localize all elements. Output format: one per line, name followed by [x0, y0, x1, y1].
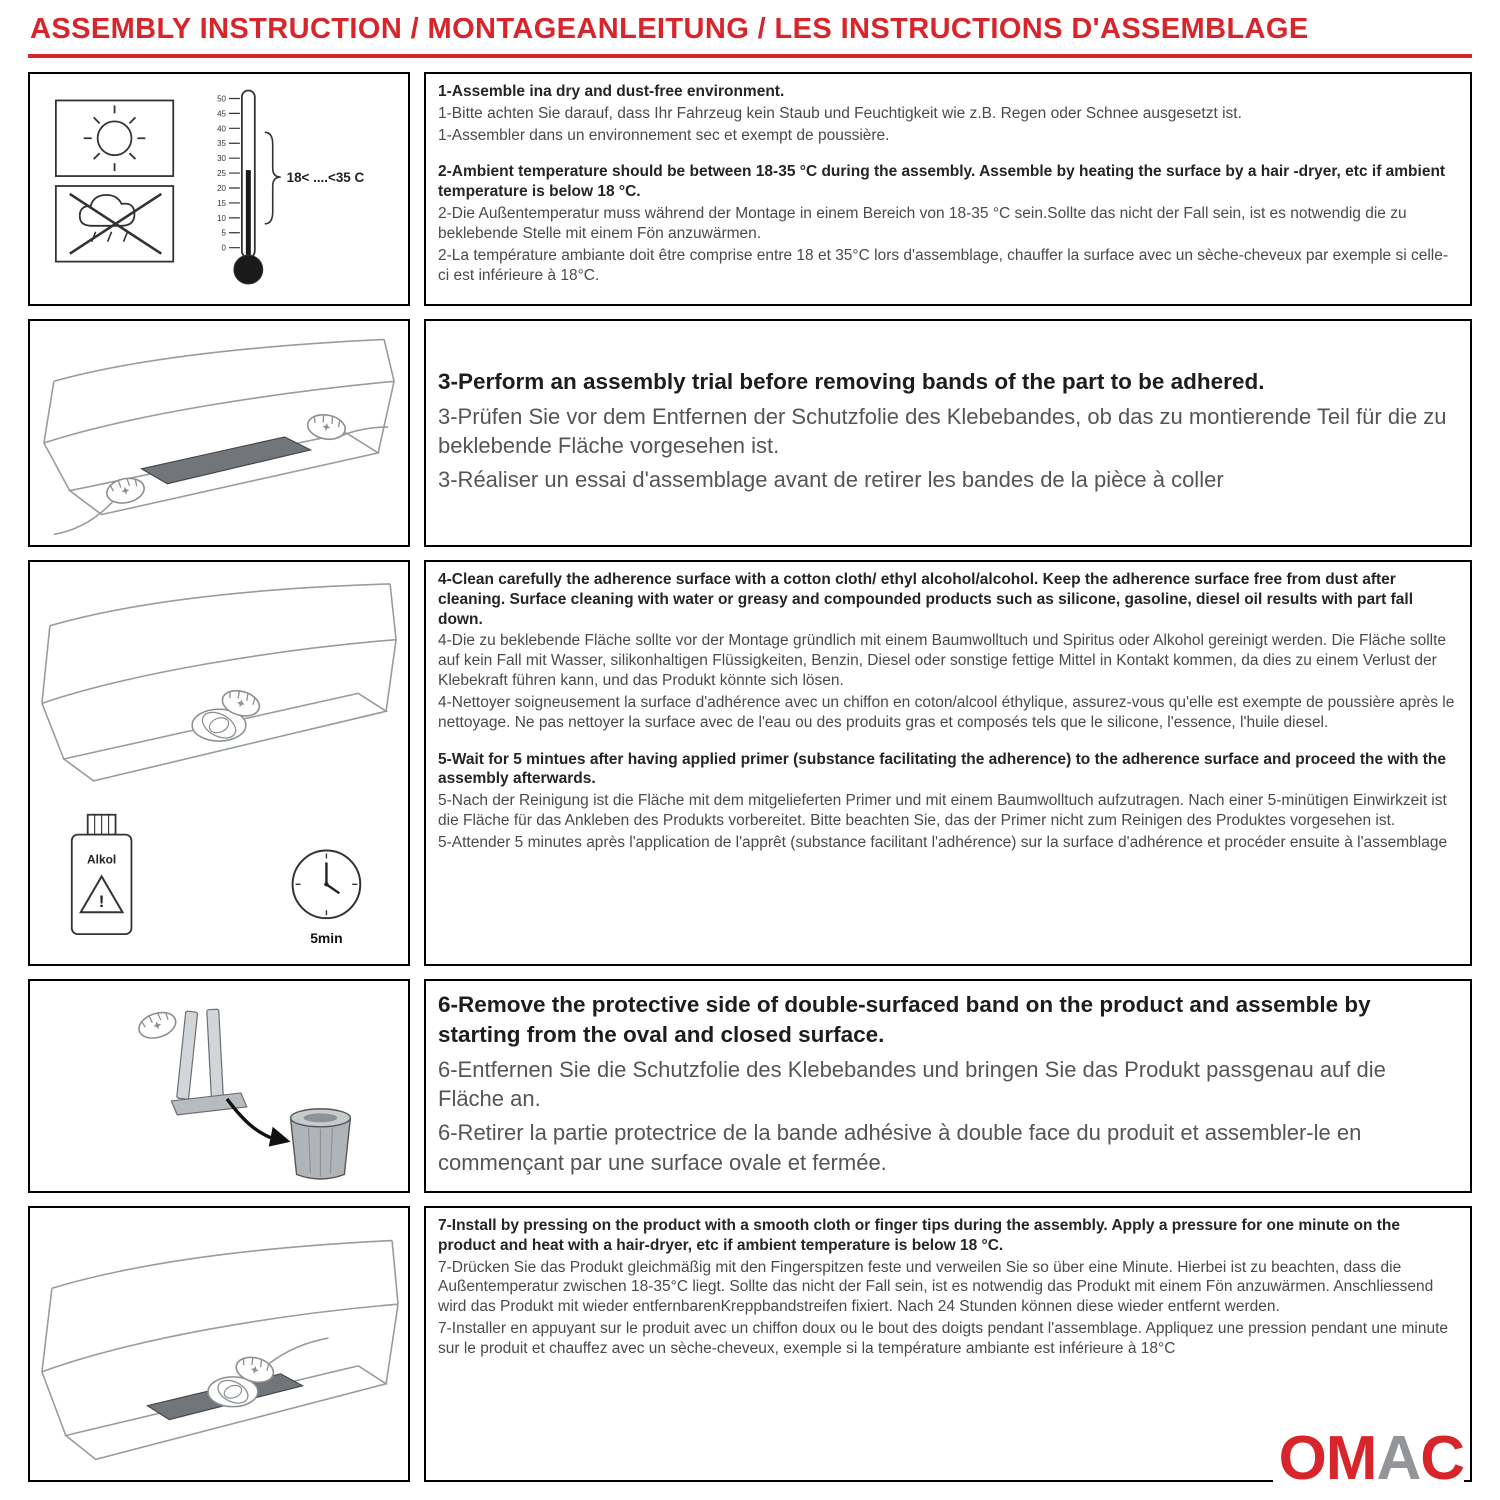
- step-1-2-text: [424, 72, 1472, 306]
- step-5-de: 5-Nach der Reinigung ist die Fläche mit dem mitgelieferten Primer und mit einem Baumwolltuch aufzutragen. Nach einer 5-minütigen Einwirkzeit ist die Fläche für das Ankleben des Produkts vorbereitet. Bitte beachten Sie, das der Primer nicht zum Reinigen des Produktes vorgesehen ist.: [438, 792, 1447, 830]
- step-1-en: 1-Assemble ina dry and dust-free environment.: [438, 83, 785, 100]
- thermometer-tick-label: 0: [221, 243, 226, 253]
- spacer: [438, 147, 1458, 162]
- illustration-pressing: [28, 1206, 410, 1482]
- step-row-4-5: [28, 560, 1472, 966]
- thermometer-tick-label: 30: [217, 154, 226, 164]
- thermometer-tick-label: 50: [217, 94, 226, 104]
- step-6-de: 6-Entfernen Sie die Schutzfolie des Klebebandes und bringen Sie das Produkt passgenau auf die Fläche an.: [438, 1056, 1386, 1112]
- trim-strip: [141, 437, 310, 484]
- logo-letter-c: C: [1420, 1424, 1464, 1493]
- thermometer-tick-label: 5: [221, 228, 226, 238]
- step-3-de: 3-Prüfen Sie vor dem Entfernen der Schutzfolie des Klebebandes, ob das zu montierende Teil für die zu beklebende Fläche vorgesehen ist.: [438, 403, 1447, 458]
- temperature-range-label: 18< ....<35 C: [286, 170, 365, 186]
- alcohol-bottle-icon: [72, 815, 132, 934]
- step-4-en: 4-Clean carefully the adherence surface with a cotton cloth/ ethyl alcohol/alcohol. Keep the adherence surface free from dust after cleaning. Surface cleaning with water or greasy and compounded products such as silicone, gasoline, diesel oil results with part fall down.: [438, 571, 1414, 628]
- step-1-fr: 1-Assembler dans un environnement sec et exempt de poussière.: [438, 126, 890, 144]
- thermometer-icon: [217, 91, 364, 284]
- page-title: ASSEMBLY INSTRUCTION / MONTAGEANLEITUNG / LES INSTRUCTIONS D'ASSEMBLAGE: [30, 13, 1309, 45]
- step-row-3: [28, 319, 1472, 547]
- step-2-de: 2-Die Außentemperatur muss während der Montage in einem Bereich von 18-35 °C sein.Sollte das nicht der Fall sein, ist es notwendig die zu beklebende Stelle mit einem Fön anzuwärmen.: [438, 205, 1407, 242]
- step-3-text: [424, 319, 1472, 547]
- protective-band-strips: [171, 1009, 247, 1115]
- wait-time-label: 5min: [310, 930, 343, 947]
- step-row-6: [28, 979, 1472, 1193]
- step-1-de: 1-Bitte achten Sie darauf, dass Ihr Fahrzeug kein Staub und Feuchtigkeit wie z.B. Regen oder Schnee ausgesetzt ist.: [438, 104, 1242, 122]
- logo-letter-a: A: [1376, 1424, 1421, 1493]
- thermometer-tick-label: 15: [217, 198, 226, 208]
- illustration-band-removal: [28, 979, 410, 1193]
- illustration-cleaning: [28, 560, 410, 966]
- spacer: [438, 735, 1458, 750]
- thermometer-tick-label: 25: [217, 169, 226, 179]
- hand-icon: [105, 475, 147, 506]
- step-row-7: [28, 1206, 1472, 1482]
- step-3-en: 3-Perform an assembly trial before removing bands of the part to be adhered.: [438, 368, 1265, 394]
- step-3-fr: 3-Réaliser un essai d'assemblage avant de retirer les bandes de la pièce à coller: [438, 467, 1224, 493]
- bottle-label: Alkol: [87, 852, 117, 867]
- thermometer-tick-label: 20: [217, 183, 226, 193]
- step-6-fr: 6-Retirer la partie protectrice de la bande adhésive à double face du produit et assembler-le en commençant par une surface ovale et fermée.: [438, 1120, 1362, 1175]
- thermometer-tick-label: 45: [217, 109, 226, 119]
- step-4-fr: 4-Nettoyer soigneusement la surface d'adhérence avec un chiffon en coton/alcool éthylique, assurez-vous qu'elle est exempte de poussière après le nettoyage. Ne pas nettoyer la surface avec de l'eau ou des produits gras et composés tels que le silicone, l'essence, l'huile diesel.: [438, 693, 1455, 731]
- step-2-fr: 2-La température ambiante doit être comprise entre 18 et 35°C lors d'assemblage, chauffer la surface avec un sèche-cheveux par exemple si celle-ci est inférieure à 18°C.: [438, 246, 1449, 284]
- assembly-trial-illustration: [30, 321, 408, 545]
- logo-letters-om: OM: [1278, 1424, 1377, 1493]
- thermometer-tick-label: 10: [217, 213, 226, 223]
- omac-logo: [1273, 1424, 1464, 1493]
- step-row-1-2: [28, 72, 1472, 306]
- step-2-en: 2-Ambient temperature should be between 18-35 °C during the assembly. Assemble by heating the surface by a hair -dryer, etc if ambient temperature is below 18 °C.: [438, 163, 1446, 201]
- illustration-temperature-conditions: [28, 72, 410, 306]
- step-7-en: 7-Install by pressing on the product with a smooth cloth or finger tips during the assembly. Apply a pressure for one minute on the product and heat with a hair-dryer, etc if ambient temperature is below 18 °C.: [438, 1217, 1400, 1254]
- thermometer-tick-label: 35: [217, 139, 226, 149]
- band-removal-illustration: [30, 981, 408, 1191]
- step-7-de: 7-Drücken Sie das Produkt gleichmäßig mit den Fingerspitzen feste und verweilen Sie so über eine Minute. Hierbei ist zu beachten, dass die Außentemperatur zwischen 18-35°C liegt. Sollte das nicht der Fall sein, ist es notwendig das Produkt mit einem Fön anzuwärmen. Anschliessend wird das Produkt mit wieder entfernbarenKreppbandstreifen fixiert. Nach 24 Stunden können diese wieder entfernt werden.: [438, 1258, 1434, 1316]
- illustration-assembly-trial: [28, 319, 410, 547]
- cleaning-illustration: [30, 562, 408, 964]
- temperature-illustration: [30, 74, 408, 304]
- step-5-en: 5-Wait for 5 mintues after having applied primer (substance facilitating the adherence) to the adherence surface and proceed the with the assembly afterwards.: [438, 750, 1446, 788]
- title-underline: [28, 54, 1472, 58]
- clock-icon: [293, 851, 361, 947]
- step-4-5-text: [424, 560, 1472, 966]
- door-sill-sketch: [42, 1241, 398, 1460]
- hand-icon: [306, 412, 347, 442]
- step-6-en: 6-Remove the protective side of double-surfaced band on the product and assemble by starting from the oval and closed surface.: [438, 992, 1371, 1047]
- step-7-fr: 7-Installer en appuyant sur le produit avec un chiffon doux ou le bout des doigts pendant l'assemblage. Appliquez une pression pendant une minute sur le produit et chauffez avec un sèche-cheveux, exemple si la température ambiante est inférieure à 18°C: [438, 1320, 1449, 1357]
- trash-can-icon: [291, 1109, 351, 1179]
- no-rain-icon: [56, 186, 173, 262]
- warning-mark: !: [98, 892, 105, 912]
- pressing-illustration: [30, 1208, 408, 1480]
- sun-icon: [56, 100, 173, 176]
- step-4-de: 4-Die zu beklebende Fläche sollte vor der Montage gründlich mit einem Baumwolltuch und Spiritus oder Alkohol gereinigt werden. Die Fläche sollte auf kein Fall mit Wasser, silikonhaltigen Flüssigkeiten, Benzin, Diesel oder sonstige fettige Mittel in Kontakt kommen, da dies zu einem Verlust der Klebekraft führen kann, und das Produkt könnte sich lösen.: [438, 632, 1447, 690]
- step-5-fr: 5-Attender 5 minutes après l'application de l'apprêt (substance facilitant l'adhérence) sur la surface d'adhérence et procéder ensuite à l'assemblage: [438, 833, 1448, 851]
- door-sill-sketch: [42, 584, 396, 781]
- thermometer-tick-label: 40: [217, 124, 226, 134]
- hand-icon: [136, 1008, 179, 1042]
- step-6-text: [424, 979, 1472, 1193]
